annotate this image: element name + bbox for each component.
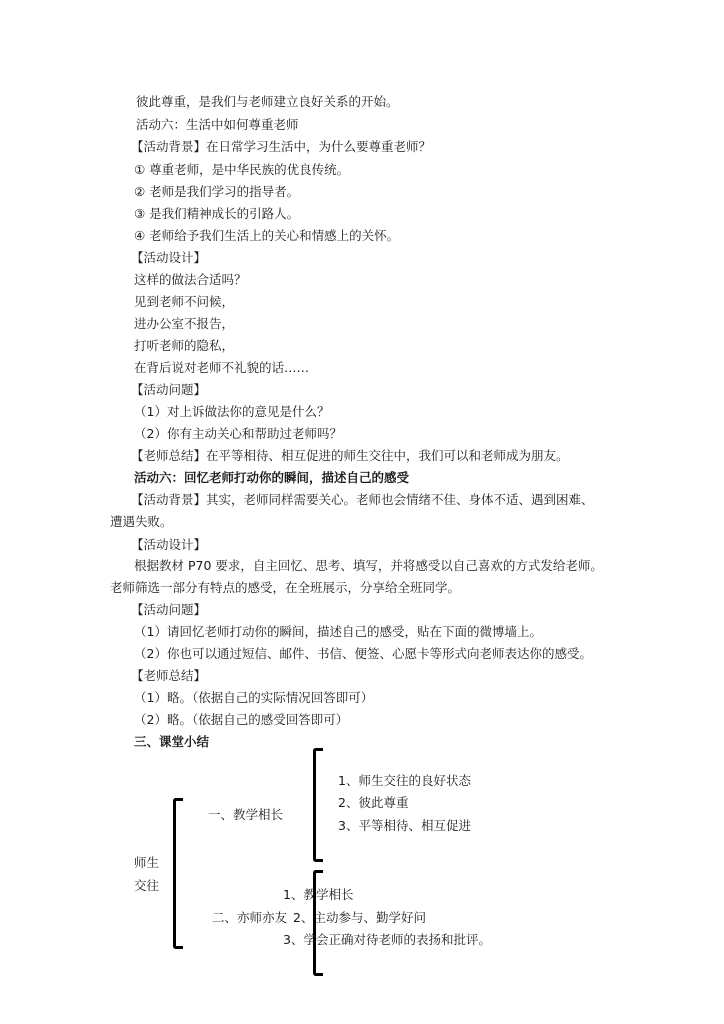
text-line: 【活动设计】 — [131, 537, 207, 552]
diagram-item: 2、主动参与、勤学好问 — [293, 910, 426, 925]
text-line: 活动六：生活中如何尊重老师 — [136, 117, 299, 132]
diagram-root-label: 交往 — [134, 878, 160, 893]
diagram-item: 1、教学相长 — [283, 887, 354, 902]
diagram-brace-upper — [313, 748, 323, 862]
text-line: 【老师总结】 — [131, 668, 207, 683]
text-line: 见到老师不问候， — [134, 294, 235, 309]
diagram-brace-left — [173, 798, 183, 949]
text-line: ④ 老师给予我们生活上的关心和情感上的关怀。 — [134, 228, 400, 243]
text-line: （1）请回忆老师打动你的瞬间，描述自己的感受，贴在下面的微博墙上。 — [134, 624, 542, 639]
text-line: 彼此尊重，是我们与老师建立良好关系的开始。 — [136, 94, 399, 109]
text-line: 进办公室不报告， — [134, 316, 235, 331]
text-line: （2）你有主动关心和帮助过老师吗？ — [134, 426, 342, 441]
section-heading: 活动六：回忆老师打动你的瞬间，描述自己的感受 — [134, 470, 410, 485]
text-line: ① 尊重老师，是中华民族的优良传统。 — [134, 162, 350, 177]
text-line: 【活动问题】 — [131, 382, 207, 397]
text-line: （1）略。（依据自己的实际情况回答即可） — [134, 690, 374, 705]
text-line: 【活动背景】其实，老师同样需要关心。老师也会情绪不佳、身体不适、遇到困难、 — [131, 492, 594, 507]
text-line: 【活动问题】 — [131, 602, 207, 617]
text-line: （2）你也可以通过短信、邮件、书信、便签、心愿卡等形式向老师表达你的感受。 — [134, 646, 592, 661]
diagram-branch-label: 二、亦师亦友 — [212, 910, 288, 925]
text-line: 【老师总结】在平等相待、相互促进的师生交往中，我们可以和老师成为朋友。 — [131, 448, 569, 463]
diagram-item: 2、彼此尊重 — [338, 795, 409, 810]
text-line: （1）对上诉做法你的意见是什么？ — [134, 404, 330, 419]
text-line: 在背后说对老师不礼貌的话…… — [134, 360, 310, 375]
section-heading: 三、课堂小结 — [134, 734, 210, 749]
text-line: ③ 是我们精神成长的引路人。 — [134, 206, 300, 221]
text-line: 这样的做法合适吗？ — [134, 272, 247, 287]
text-line: 打听老师的隐私， — [134, 338, 235, 353]
diagram-branch-label: 一、教学相长 — [208, 807, 284, 822]
diagram-item: 3、平等相待、相互促进 — [338, 818, 471, 833]
text-line: 【活动背景】在日常学习生活中，为什么要尊重老师？ — [131, 139, 432, 154]
diagram-item: 1、师生交往的良好状态 — [338, 773, 471, 788]
diagram-root-label: 师生 — [134, 855, 160, 870]
text-line: ② 老师是我们学习的指导者。 — [134, 184, 300, 199]
text-line: （2）略。（依据自己的感受回答即可） — [134, 712, 349, 727]
text-line: 遭遇失败。 — [110, 514, 173, 529]
text-line: 【活动设计】 — [131, 250, 207, 265]
text-line: 根据教材 P70 要求，自主回忆、思考、填写，并将感受以自己喜欢的方式发给老师。 — [134, 558, 603, 573]
diagram-item: 3、学会正确对待老师的表扬和批评。 — [283, 932, 491, 947]
text-line: 老师筛选一部分有特点的感受，在全班展示，分享给全班同学。 — [110, 580, 461, 595]
